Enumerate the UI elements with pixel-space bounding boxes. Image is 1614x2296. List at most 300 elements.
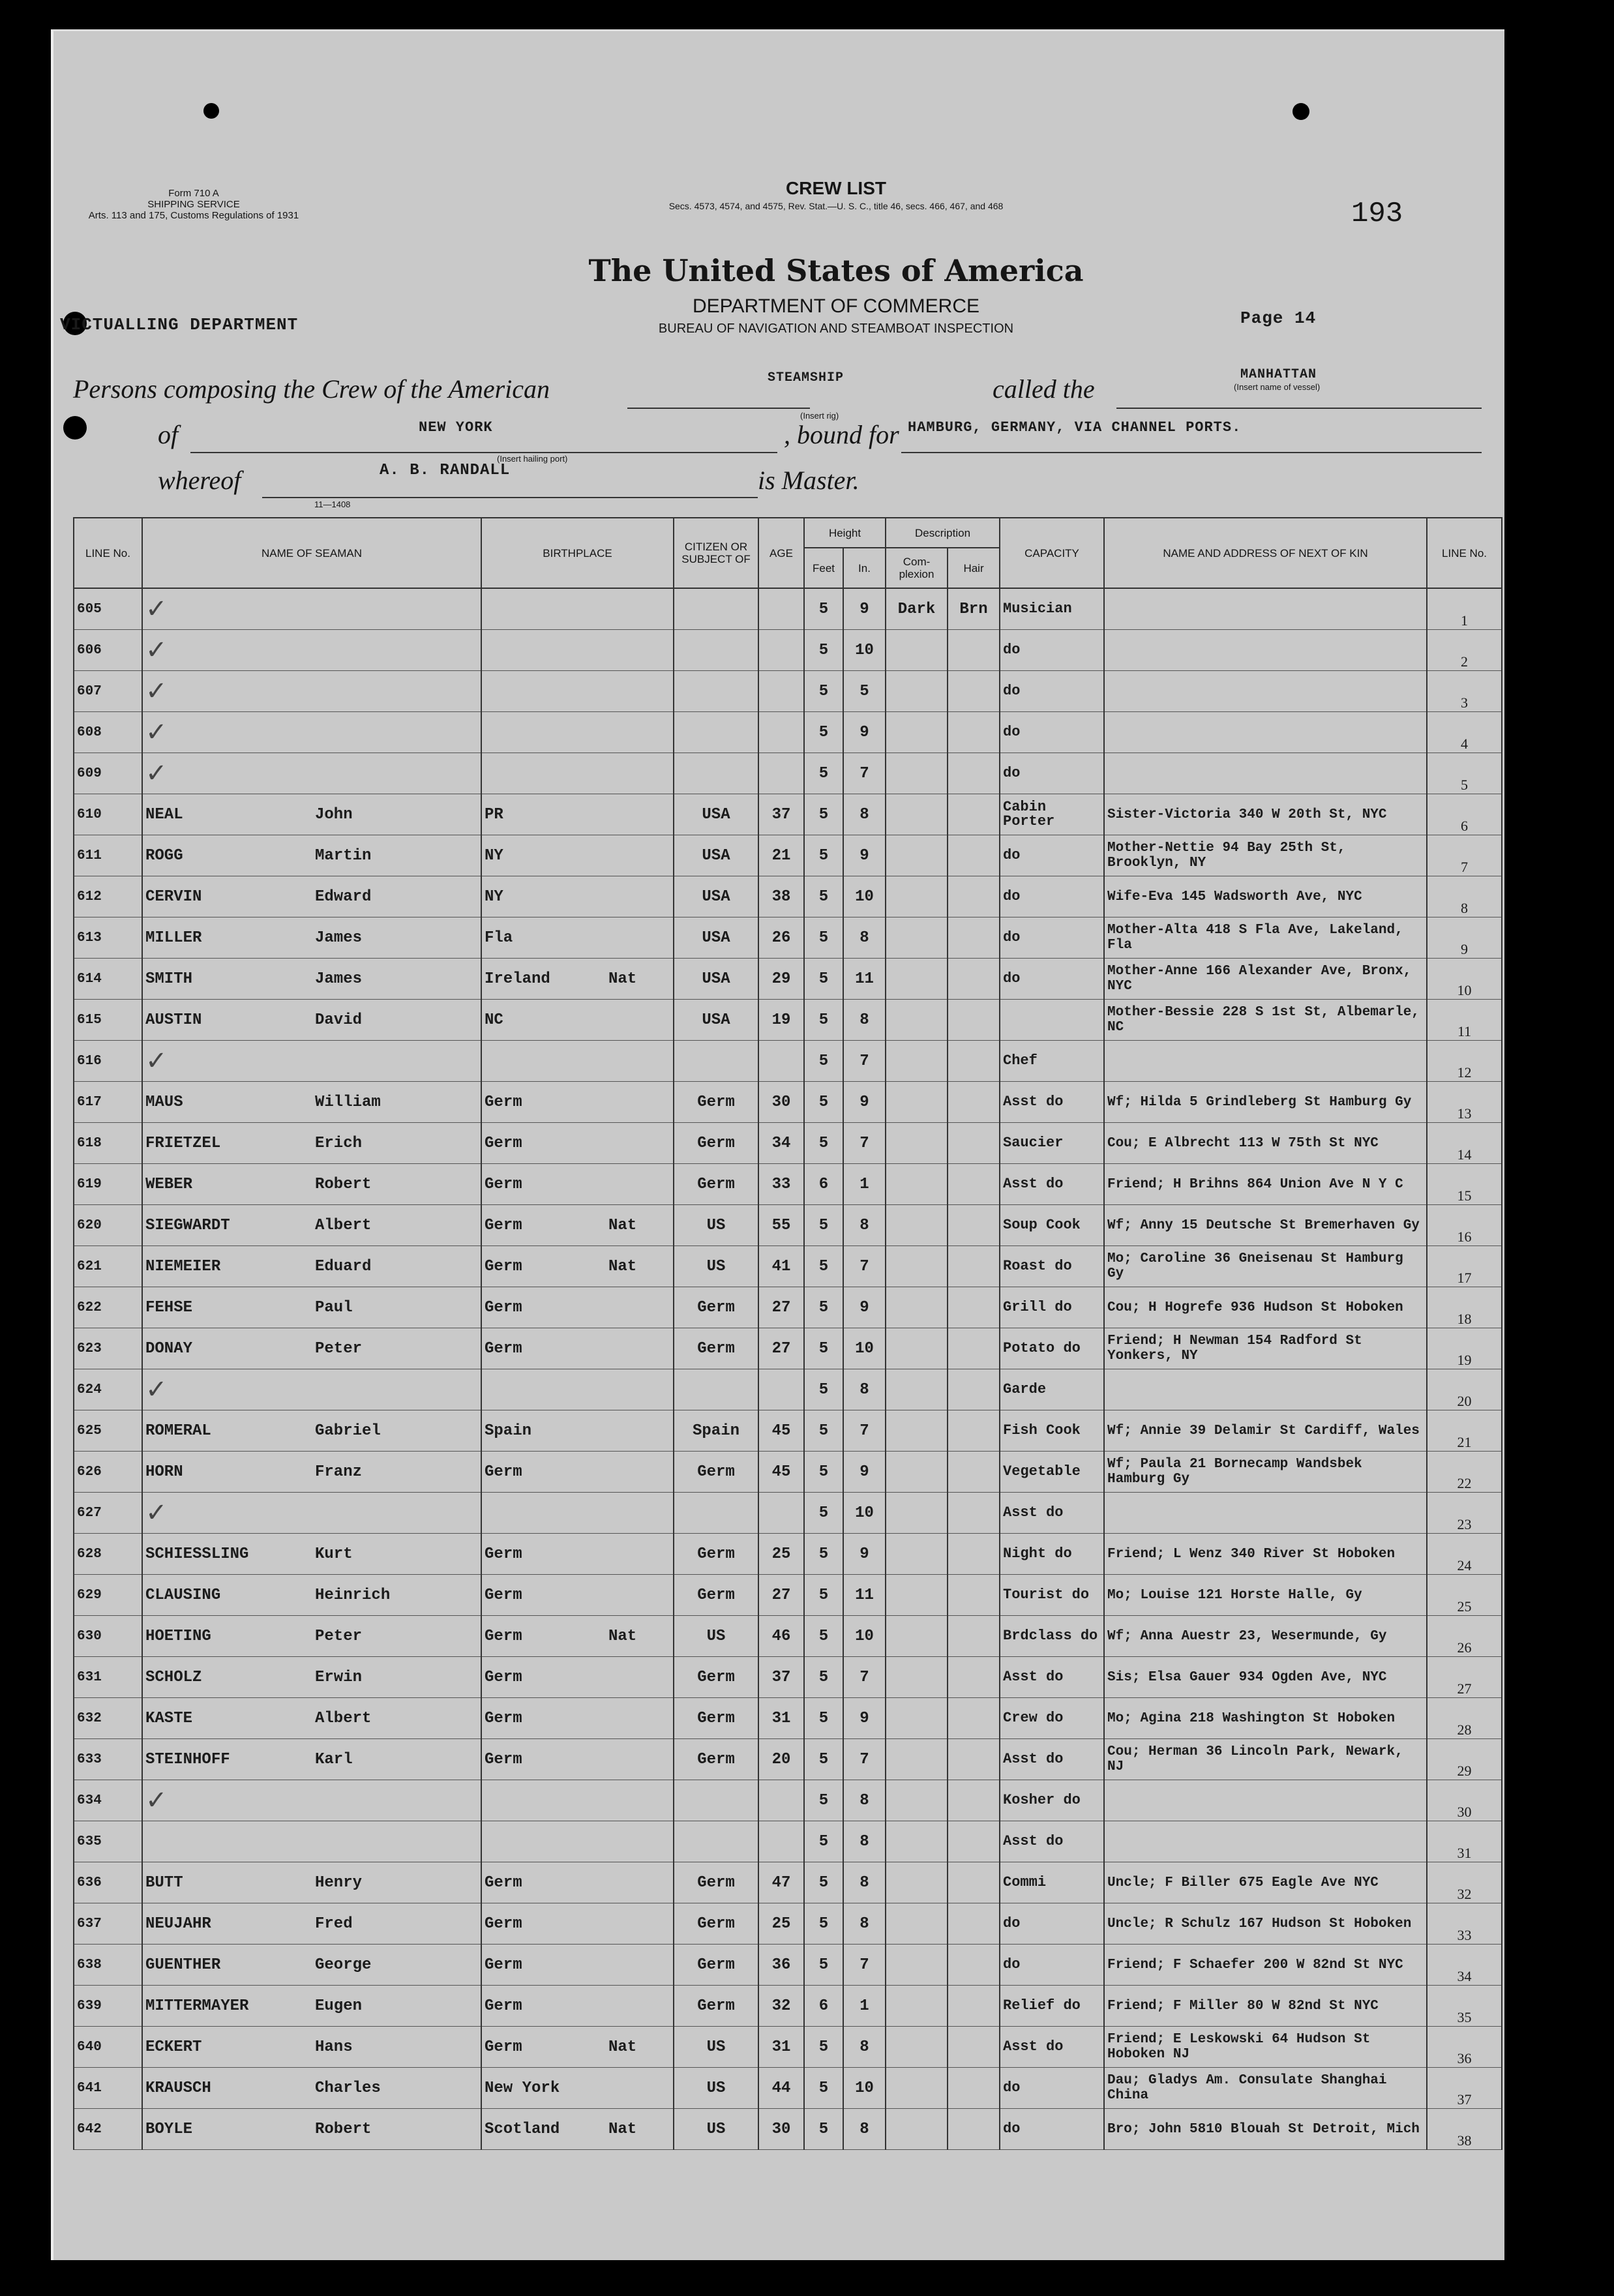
line-number-right: 9 [1427, 917, 1502, 959]
seaman-name [142, 1000, 481, 1041]
complexion [886, 1328, 948, 1369]
citizenship: USA [674, 794, 758, 835]
vessel-line [1116, 406, 1482, 409]
height-inches: 8 [843, 1000, 886, 1041]
complexion [886, 1452, 948, 1493]
surname: DONAY [145, 1339, 193, 1358]
hair [948, 1903, 1000, 1945]
document-title: CREW LIST [786, 178, 886, 198]
table-row [74, 1164, 1502, 1205]
hailing-port: NEW YORK [419, 419, 493, 436]
citizenship [674, 1369, 758, 1410]
complexion [886, 1493, 948, 1534]
age: 46 [758, 1616, 804, 1657]
seaman-name [142, 959, 481, 1000]
birthplace [481, 1862, 674, 1903]
next-of-kin [1104, 753, 1427, 794]
surname: KASTE [145, 1709, 193, 1727]
line-number: 628 [74, 1534, 142, 1575]
birthplace-value: Germ [485, 1216, 522, 1234]
col-citizen: CITIZEN OR SUBJECT OF [674, 518, 758, 588]
check-mark: ✓ [145, 717, 168, 747]
print-code: 11—1408 [314, 499, 351, 509]
citizenship [674, 1821, 758, 1862]
col-hair: Hair [948, 548, 1000, 588]
given-name: Peter [315, 1627, 363, 1645]
birthplace [481, 1780, 674, 1821]
next-of-kin: Cou; H Hogrefe 936 Hudson St Hoboken [1104, 1287, 1427, 1328]
hair: Brn [948, 588, 1000, 630]
line-number-right: 36 [1427, 2027, 1502, 2068]
age: 41 [758, 1246, 804, 1287]
surname: MILLER [145, 929, 202, 947]
line-number: 635 [74, 1821, 142, 1862]
complexion [886, 2109, 948, 2150]
table-row [74, 1246, 1502, 1287]
citizenship [674, 1780, 758, 1821]
check-mark: ✓ [145, 1046, 168, 1076]
citizenship [674, 712, 758, 753]
surname: STEINHOFF [145, 1750, 230, 1768]
height-inches: 8 [843, 794, 886, 835]
age: 37 [758, 794, 804, 835]
hair [948, 1739, 1000, 1780]
line-number-right: 14 [1427, 1123, 1502, 1164]
birthplace [481, 1205, 674, 1246]
height-feet: 5 [804, 2027, 843, 2068]
line-number-right: 31 [1427, 1821, 1502, 1862]
birthplace [481, 2068, 674, 2109]
capacity: do [1000, 2068, 1104, 2109]
hair [948, 1000, 1000, 1041]
citizenship: Germ [674, 1082, 758, 1123]
birthplace [481, 1986, 674, 2027]
birthplace [481, 1452, 674, 1493]
citizenship: Germ [674, 1945, 758, 1986]
col-line-no: LINE No. [74, 518, 142, 588]
crew-list-sheet [51, 29, 1504, 2260]
next-of-kin: Bro; John 5810 Blouah St Detroit, Mich [1104, 2109, 1427, 2150]
birthplace [481, 1945, 674, 1986]
next-of-kin [1104, 1821, 1427, 1862]
table-row [74, 753, 1502, 794]
surname: ROGG [145, 846, 183, 865]
complexion [886, 671, 948, 712]
citizenship: US [674, 1205, 758, 1246]
surname: NEUJAHR [145, 1915, 211, 1933]
hair [948, 712, 1000, 753]
hair [948, 1410, 1000, 1452]
birthplace [481, 876, 674, 917]
height-feet: 5 [804, 2068, 843, 2109]
table-row [74, 1123, 1502, 1164]
birthplace [481, 2109, 674, 2150]
surname: BOYLE [145, 2120, 193, 2138]
complexion [886, 630, 948, 671]
birthplace [481, 1328, 674, 1369]
next-of-kin: Sister-Victoria 340 W 20th St, NYC [1104, 794, 1427, 835]
age [758, 630, 804, 671]
height-inches: 8 [843, 2109, 886, 2150]
capacity: Soup Cook [1000, 1205, 1104, 1246]
check-mark: ✓ [145, 1498, 168, 1528]
age: 20 [758, 1739, 804, 1780]
page-number: 193 [1351, 198, 1403, 230]
master-name: A. B. RANDALL [380, 462, 511, 479]
citizenship: Germ [674, 1986, 758, 2027]
capacity: do [1000, 959, 1104, 1000]
height-inches: 9 [843, 1452, 886, 1493]
hair [948, 959, 1000, 1000]
punch-hole [63, 416, 87, 440]
table-row [74, 1575, 1502, 1616]
given-name: Paul [315, 1298, 353, 1317]
hair [948, 917, 1000, 959]
line-number-right: 1 [1427, 588, 1502, 630]
complexion [886, 1862, 948, 1903]
citizenship: US [674, 1246, 758, 1287]
capacity: do [1000, 2109, 1104, 2150]
height-feet: 5 [804, 1369, 843, 1410]
height-feet: 5 [804, 1657, 843, 1698]
line-number: 640 [74, 2027, 142, 2068]
line-number-right: 2 [1427, 630, 1502, 671]
birthplace-value: Germ [485, 1750, 522, 1768]
surname: CLAUSING [145, 1586, 221, 1604]
capacity: do [1000, 712, 1104, 753]
surname: AUSTIN [145, 1011, 202, 1029]
next-of-kin [1104, 1780, 1427, 1821]
given-name: Martin [315, 846, 372, 865]
height-feet: 5 [804, 753, 843, 794]
given-name: Fred [315, 1915, 353, 1933]
capacity [1000, 1000, 1104, 1041]
table-row [74, 1534, 1502, 1575]
col-feet: Feet [804, 548, 843, 588]
next-of-kin: Uncle; F Biller 675 Eagle Ave NYC [1104, 1862, 1427, 1903]
surname: ECKERT [145, 2038, 202, 2056]
height-feet: 6 [804, 1164, 843, 1205]
seaman-name [142, 1903, 481, 1945]
complexion [886, 1164, 948, 1205]
age: 33 [758, 1164, 804, 1205]
line-number-right: 24 [1427, 1534, 1502, 1575]
height-feet: 5 [804, 835, 843, 876]
line-number-right: 23 [1427, 1493, 1502, 1534]
complexion [886, 1041, 948, 1082]
complexion [886, 1082, 948, 1123]
height-feet: 5 [804, 1493, 843, 1534]
capacity: Crew do [1000, 1698, 1104, 1739]
line-number: 612 [74, 876, 142, 917]
line-number-right: 8 [1427, 876, 1502, 917]
rig-line [627, 406, 810, 409]
seaman-name [142, 1739, 481, 1780]
height-inches: 8 [843, 1780, 886, 1821]
height-feet: 5 [804, 630, 843, 671]
hair [948, 1986, 1000, 2027]
complexion [886, 1287, 948, 1328]
line-number-right: 10 [1427, 959, 1502, 1000]
birthplace-value: Germ [485, 1545, 522, 1563]
seaman-name [142, 1657, 481, 1698]
age: 27 [758, 1287, 804, 1328]
check-mark: ✓ [145, 635, 168, 665]
naturalized-mark: Nat [608, 1627, 637, 1645]
given-name: Peter [315, 1339, 363, 1358]
complexion [886, 1575, 948, 1616]
complexion [886, 1205, 948, 1246]
capacity: Vegetable [1000, 1452, 1104, 1493]
line-number: 639 [74, 1986, 142, 2027]
citizenship: Spain [674, 1410, 758, 1452]
next-of-kin: Mo; Agina 218 Washington St Hoboken [1104, 1698, 1427, 1739]
birthplace [481, 1246, 674, 1287]
surname: GUENTHER [145, 1956, 221, 1974]
hair [948, 1862, 1000, 1903]
birthplace-value: Germ [485, 1175, 522, 1193]
birthplace-value: Germ [485, 1997, 522, 2015]
hair [948, 1369, 1000, 1410]
col-birthplace: BIRTHPLACE [481, 518, 674, 588]
capacity: do [1000, 671, 1104, 712]
line-number: 610 [74, 794, 142, 835]
height-inches: 11 [843, 959, 886, 1000]
complexion [886, 1739, 948, 1780]
citizenship: Germ [674, 1123, 758, 1164]
line-number: 622 [74, 1287, 142, 1328]
capacity: Garde [1000, 1369, 1104, 1410]
capacity: Asst do [1000, 1657, 1104, 1698]
height-inches: 11 [843, 1575, 886, 1616]
complexion [886, 794, 948, 835]
capacity: do [1000, 753, 1104, 794]
citizenship [674, 630, 758, 671]
age [758, 1493, 804, 1534]
height-feet: 5 [804, 1041, 843, 1082]
table-row [74, 1657, 1502, 1698]
line-number-right: 19 [1427, 1328, 1502, 1369]
line-number: 616 [74, 1041, 142, 1082]
birthplace-value: Germ [485, 1093, 522, 1111]
surname: SCHIESSLING [145, 1545, 249, 1563]
ink-blot [203, 103, 219, 119]
birthplace [481, 630, 674, 671]
capacity: Brdclass do [1000, 1616, 1104, 1657]
line-number-right: 35 [1427, 1986, 1502, 2027]
next-of-kin: Wife-Eva 145 Wadsworth Ave, NYC [1104, 876, 1427, 917]
complexion [886, 1657, 948, 1698]
line-number-right: 18 [1427, 1287, 1502, 1328]
citizenship [674, 671, 758, 712]
next-of-kin: Dau; Gladys Am. Consulate Shanghai China [1104, 2068, 1427, 2109]
birthplace [481, 1493, 674, 1534]
birthplace [481, 1575, 674, 1616]
birthplace-value: Germ [485, 1339, 522, 1358]
table-row [74, 630, 1502, 671]
given-name: John [315, 805, 353, 824]
birthplace-value: Germ [485, 1873, 522, 1892]
complexion [886, 1369, 948, 1410]
height-feet: 5 [804, 588, 843, 630]
next-of-kin: Mother-Alta 418 S Fla Ave, Lakeland, Fla [1104, 917, 1427, 959]
hair [948, 2027, 1000, 2068]
birthplace [481, 1164, 674, 1205]
line-number: 606 [74, 630, 142, 671]
height-inches: 9 [843, 1287, 886, 1328]
next-of-kin [1104, 1493, 1427, 1534]
capacity: Musician [1000, 588, 1104, 630]
complexion [886, 876, 948, 917]
height-inches: 8 [843, 1903, 886, 1945]
table-row [74, 1287, 1502, 1328]
birthplace [481, 1698, 674, 1739]
complexion [886, 835, 948, 876]
capacity: Asst do [1000, 1493, 1104, 1534]
birthplace [481, 1616, 674, 1657]
capacity: Asst do [1000, 2027, 1104, 2068]
hair [948, 1246, 1000, 1287]
hair [948, 753, 1000, 794]
seaman-name [142, 1945, 481, 1986]
line-number: 613 [74, 917, 142, 959]
seaman-name [142, 1041, 481, 1082]
age: 37 [758, 1657, 804, 1698]
surname: WEBER [145, 1175, 193, 1193]
citizenship: US [674, 2027, 758, 2068]
given-name: David [315, 1011, 363, 1029]
line-number: 623 [74, 1328, 142, 1369]
hair [948, 1123, 1000, 1164]
height-inches: 9 [843, 712, 886, 753]
line-number: 636 [74, 1862, 142, 1903]
surname: HOETING [145, 1627, 211, 1645]
line-number: 605 [74, 588, 142, 630]
seaman-name [142, 1410, 481, 1452]
table-row [74, 876, 1502, 917]
age: 29 [758, 959, 804, 1000]
capacity: Cabin Porter [1000, 794, 1104, 835]
line-number: 607 [74, 671, 142, 712]
seaman-name [142, 1082, 481, 1123]
height-inches: 5 [843, 671, 886, 712]
hair [948, 2068, 1000, 2109]
citizenship [674, 753, 758, 794]
col-height: Height [804, 518, 886, 548]
given-name: Heinrich [315, 1586, 391, 1604]
complexion [886, 1000, 948, 1041]
birthplace-value: Fla [485, 929, 513, 947]
table-row [74, 835, 1502, 876]
citizenship: Germ [674, 1657, 758, 1698]
line-number-right: 3 [1427, 671, 1502, 712]
age [758, 1821, 804, 1862]
age: 21 [758, 835, 804, 876]
next-of-kin: Wf; Annie 39 Delamir St Cardiff, Wales [1104, 1410, 1427, 1452]
height-inches: 9 [843, 1082, 886, 1123]
capacity: Saucier [1000, 1123, 1104, 1164]
citizenship: USA [674, 1000, 758, 1041]
age: 55 [758, 1205, 804, 1246]
naturalized-mark: Nat [608, 2038, 637, 2056]
complexion [886, 1903, 948, 1945]
of-label: of [158, 420, 179, 449]
line-number-right: 15 [1427, 1164, 1502, 1205]
birthplace [481, 1534, 674, 1575]
next-of-kin: Mother-Anne 166 Alexander Ave, Bronx, NYC [1104, 959, 1427, 1000]
age: 38 [758, 876, 804, 917]
citizenship: Germ [674, 1903, 758, 1945]
seaman-name [142, 1246, 481, 1287]
age: 44 [758, 2068, 804, 2109]
intro-line-1: Persons composing the Crew of the American [73, 374, 550, 404]
capacity: Tourist do [1000, 1575, 1104, 1616]
given-name: Charles [315, 2079, 381, 2097]
hair [948, 876, 1000, 917]
height-inches: 9 [843, 835, 886, 876]
line-number-right: 26 [1427, 1616, 1502, 1657]
surname: HORN [145, 1463, 183, 1481]
height-inches: 8 [843, 2027, 886, 2068]
height-feet: 6 [804, 1986, 843, 2027]
given-name: Gabriel [315, 1422, 381, 1440]
check-mark: ✓ [145, 758, 168, 788]
next-of-kin: Mother-Bessie 228 S 1st St, Albemarle, NC [1104, 1000, 1427, 1041]
capacity: Night do [1000, 1534, 1104, 1575]
birthplace [481, 917, 674, 959]
table-row [74, 917, 1502, 959]
birthplace [481, 1657, 674, 1698]
line-number: 627 [74, 1493, 142, 1534]
seaman-name [142, 753, 481, 794]
height-feet: 5 [804, 1821, 843, 1862]
height-feet: 5 [804, 1246, 843, 1287]
hair [948, 630, 1000, 671]
capacity: Roast do [1000, 1246, 1104, 1287]
given-name: Franz [315, 1463, 363, 1481]
height-inches: 7 [843, 1945, 886, 1986]
birthplace-value: Scotland [485, 2120, 560, 2138]
seaman-name [142, 671, 481, 712]
capacity: do [1000, 1903, 1104, 1945]
given-name: George [315, 1956, 372, 1974]
given-name: William [315, 1093, 381, 1111]
check-mark: ✓ [145, 1375, 168, 1405]
line-number: 637 [74, 1903, 142, 1945]
line-number: 617 [74, 1082, 142, 1123]
col-inches: In. [843, 548, 886, 588]
line-number: 611 [74, 835, 142, 876]
seaman-name [142, 1287, 481, 1328]
line-number: 619 [74, 1164, 142, 1205]
birthplace [481, 1287, 674, 1328]
destination-line [901, 451, 1482, 453]
surname: MITTERMAYER [145, 1997, 249, 2015]
complexion [886, 1534, 948, 1575]
height-inches: 8 [843, 917, 886, 959]
complexion [886, 917, 948, 959]
rig-value: STEAMSHIP [768, 370, 844, 385]
table-row [74, 588, 1502, 630]
citizenship: US [674, 1616, 758, 1657]
next-of-kin: Friend; F Miller 80 W 82nd St NYC [1104, 1986, 1427, 2027]
table-row [74, 1903, 1502, 1945]
citizenship [674, 1041, 758, 1082]
surname: BUTT [145, 1873, 183, 1892]
col-age: AGE [758, 518, 804, 588]
complexion: Dark [886, 588, 948, 630]
department-heading: DEPARTMENT OF COMMERCE [692, 295, 980, 317]
